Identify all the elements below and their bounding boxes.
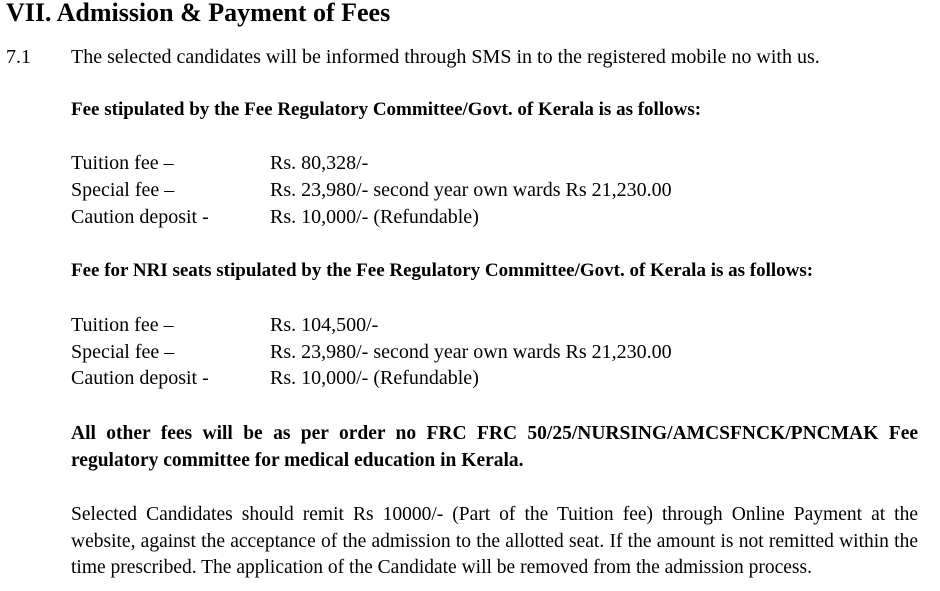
nri-fee-title: Fee for NRI seats stipulated by the Fee Regulatory Committee/Govt. of Kerala is as follows: <box>71 260 814 281</box>
general-fee-label-caution: Caution deposit - <box>71 206 209 228</box>
nri-fee-value-caution: Rs. 10,000/- (Refundable) <box>270 367 479 389</box>
remittance-paragraph: Selected Candidates should remit Rs 10000/- (Part of the Tuition fee) through Online Payment at the website, against the acceptance of the admission to the allotted seat. If the amount is not remitted within the time prescribed. The application of the Candidate will be removed from the admission process. <box>71 504 918 578</box>
general-fee-value-tuition: Rs. 80,328/- <box>270 152 369 174</box>
nri-fee-label-tuition: Tuition fee – <box>71 314 174 336</box>
general-fee-value-caution: Rs. 10,000/- (Refundable) <box>270 206 479 228</box>
intro-paragraph: The selected candidates will be informed through SMS in to the registered mobile no with us. <box>71 46 820 68</box>
general-fee-title: Fee stipulated by the Fee Regulatory Committee/Govt. of Kerala is as follows: <box>71 99 702 120</box>
clause-number: 7.1 <box>6 46 31 68</box>
other-fees-paragraph: All other fees will be as per order no FRC FRC 50/25/NURSING/AMCSFNCK/PNCMAK Fee regulatory committee for medical education in Kerala. <box>71 423 918 471</box>
section-heading: VII. Admission & Payment of Fees <box>6 0 391 27</box>
nri-fee-label-special: Special fee – <box>71 341 175 363</box>
general-fee-label-tuition: Tuition fee – <box>71 152 174 174</box>
nri-fee-label-caution: Caution deposit - <box>71 367 209 389</box>
general-fee-value-special: Rs. 23,980/- second year own wards Rs 21,230.00 <box>270 179 672 201</box>
nri-fee-value-special: Rs. 23,980/- second year own wards Rs 21,230.00 <box>270 341 672 363</box>
general-fee-label-special: Special fee – <box>71 179 175 201</box>
nri-fee-value-tuition: Rs. 104,500/- <box>270 314 379 336</box>
